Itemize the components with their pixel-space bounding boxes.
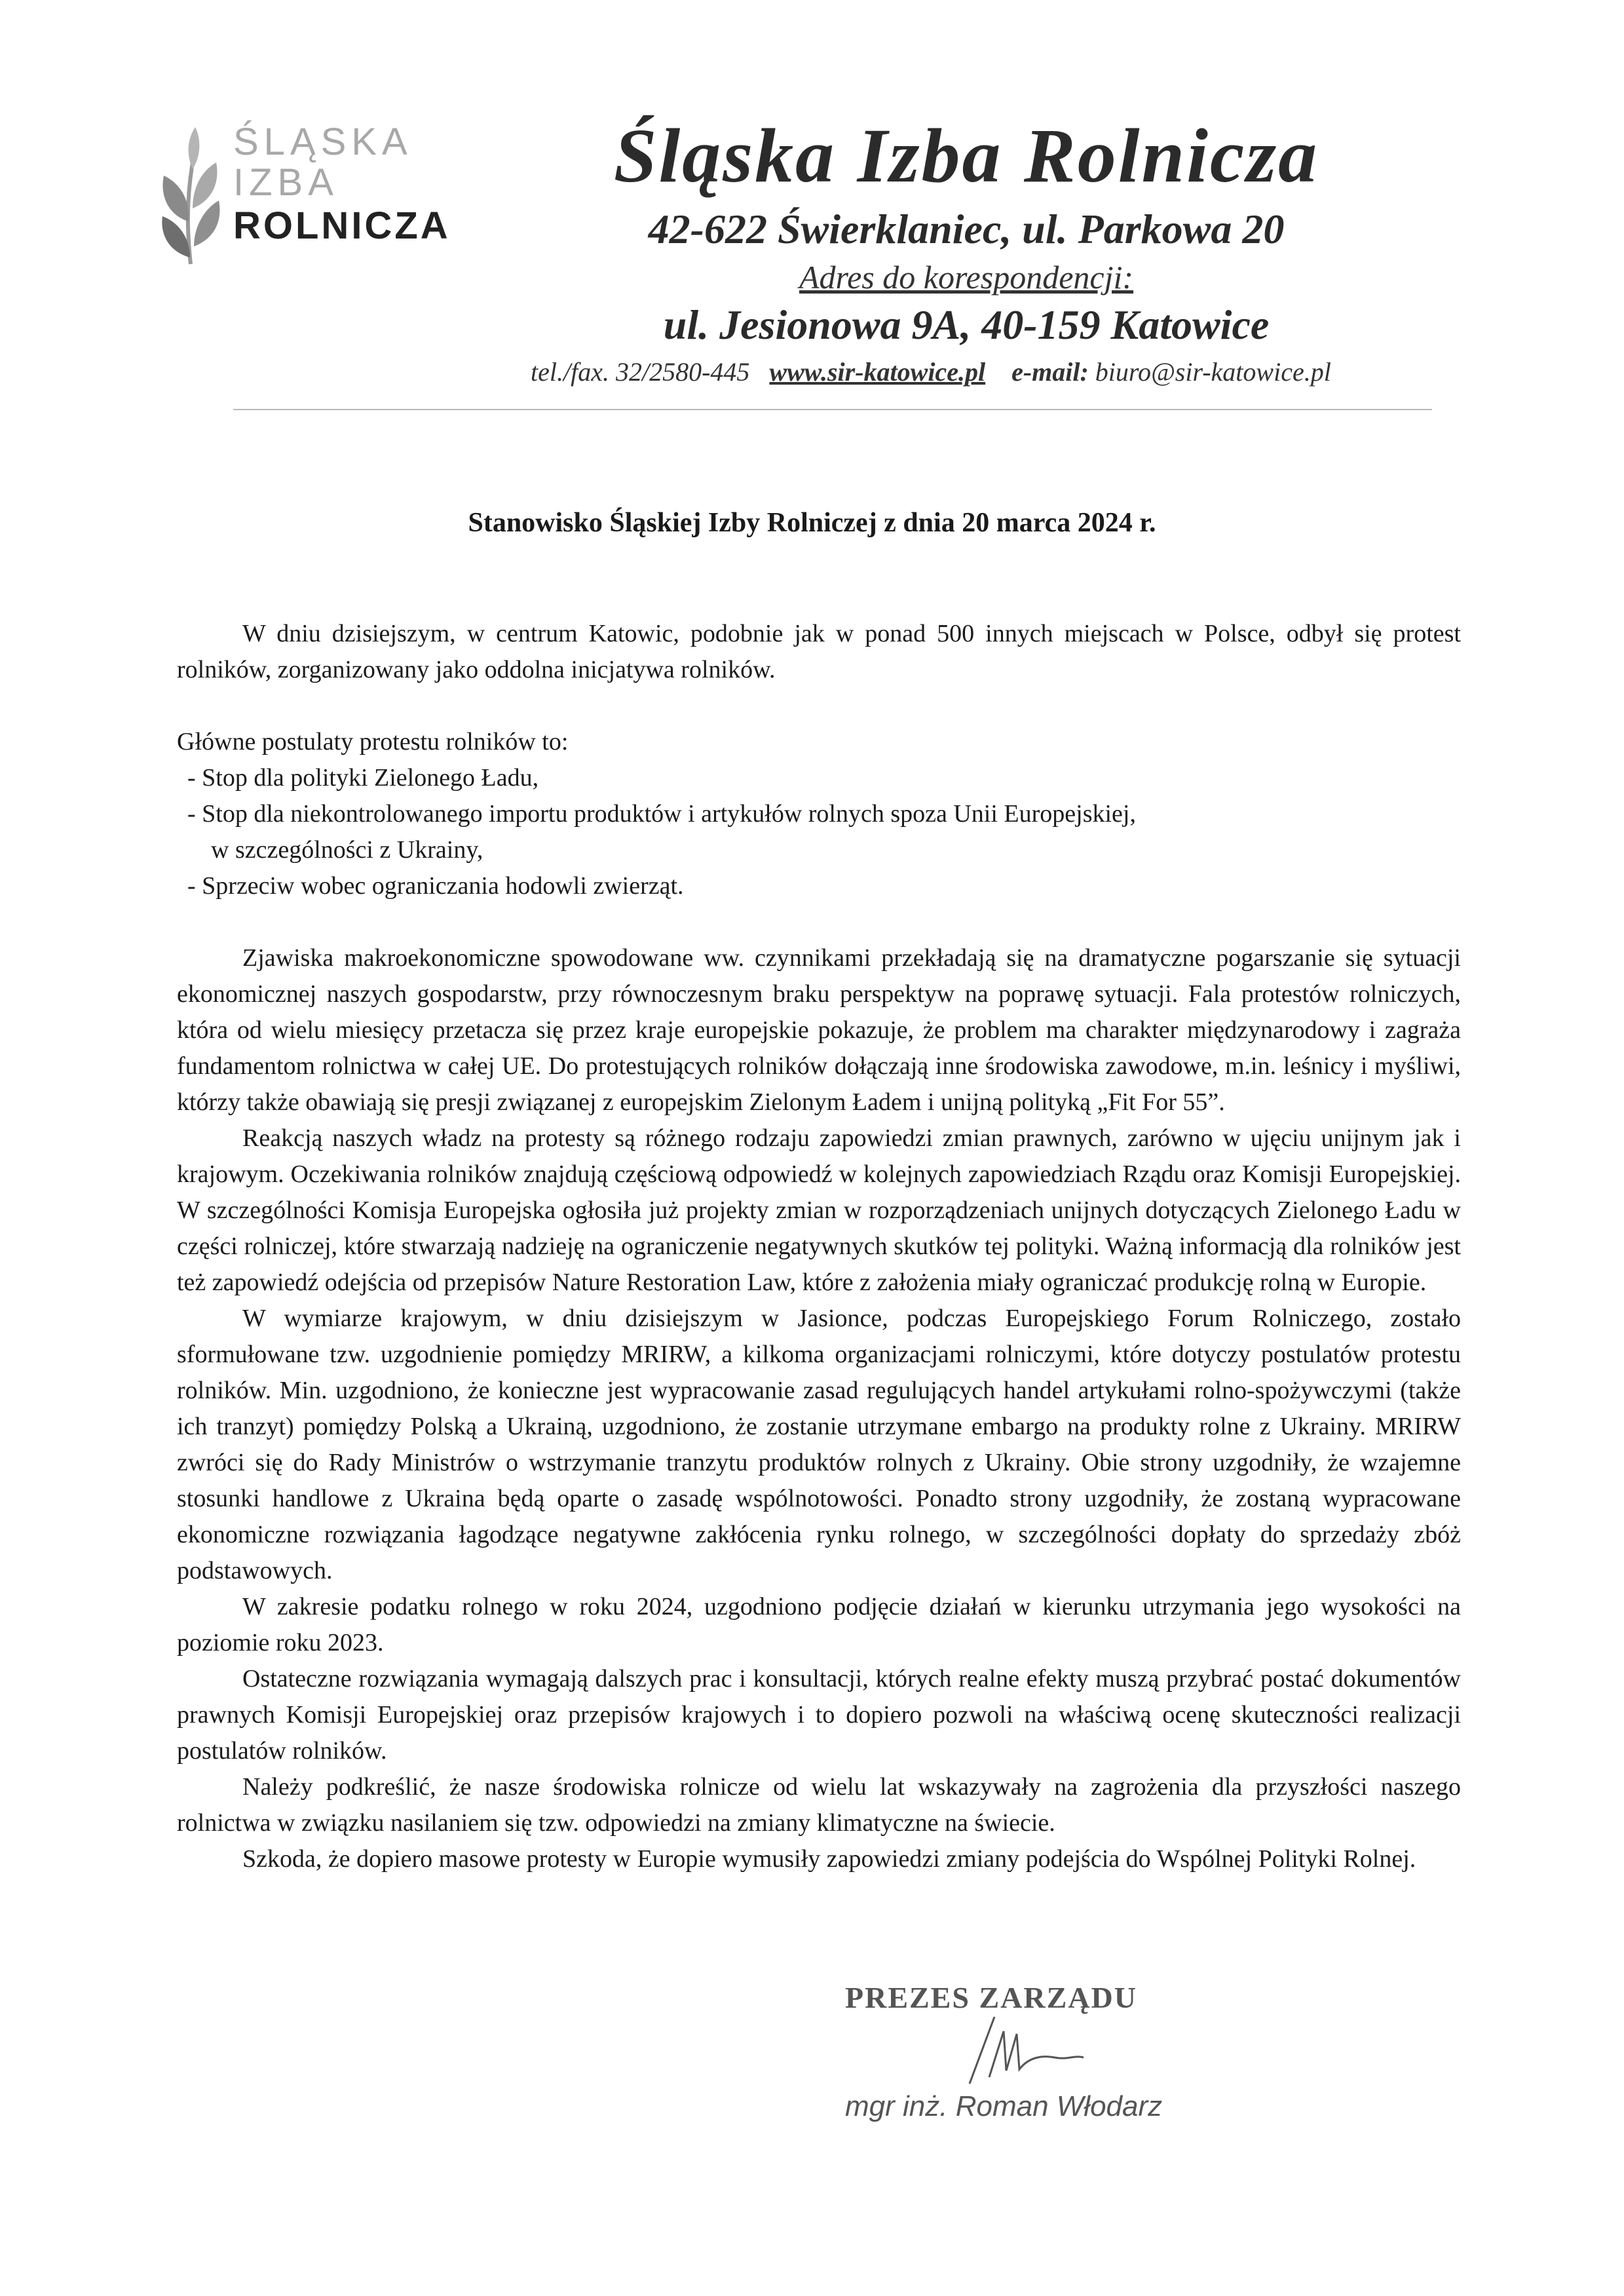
header-divider <box>233 409 1432 410</box>
paragraph-1: W dniu dzisiejszym, w centrum Katowic, podobnie jak w ponad 500 innych miejscach w Polsce, odbył się protest rolników, zorganizowany jako oddolna inicjatywa rolników. <box>177 620 1461 683</box>
organization-name: Śląska Izba Rolnicza <box>613 113 1319 199</box>
handwritten-signature <box>943 2012 1114 2090</box>
logo-text-line3: ROLNICZA <box>233 204 451 247</box>
email-label: e-mail: <box>1011 357 1089 387</box>
organization-logo <box>155 117 482 267</box>
phone-fax: tel./fax. 32/2580-445 <box>531 357 750 387</box>
correspondence-label: Adres do korespondencji: <box>799 259 1134 296</box>
paragraph-3: Reakcją naszych władz na protesty są różnego rodzaju zapowiedzi zmian prawnych, zarówno w ujęciu unijnym jak i krajowym. Oczekiwania rolników znajdują częściową odpowiedź w kolejnych zapowiedziach Rządu oraz Komisji Europejskiej. W szczególności Komisja Europejska ogłosiła już projekty zmian w rozporządzeniach unijnych dotyczących Zielonego Ładu w części rolniczej, które stwarzają nadzieję na ograniczenie negatywnych skutków tej polityki. Ważną informacją dla rolników jest też zapowiedź odejścia od przepisów Nature Restoration Law, które z założenia miały ograniczać produkcję rolną w Europie. <box>177 1124 1461 1296</box>
postulate-item: - Stop dla polityki Zielonego Ładu, <box>187 764 539 792</box>
logo-text-line1: ŚLĄSKA <box>233 121 413 163</box>
postulate-item: - Stop dla niekontrolowanego importu produktów i artykułów rolnych spoza Unii Europejskiej, <box>187 800 1136 828</box>
paragraph-7: Należy podkreślić, że nasze środowiska rolnicze od wielu lat wskazywały na zagrożenia dla przyszłości naszego rolnictwa w związku nasilaniem się tzw. odpowiedzi na zmiany klimatyczne na świecie. <box>177 1773 1461 1837</box>
signature-title: PREZES ZARZĄDU <box>845 1981 1137 2014</box>
paragraph-2: Zjawiska makroekonomiczne spowodowane ww. czynnikami przekładają się na dramatyczne pogarszanie się sytuacji ekonomicznej naszych gospodarstw, przy równoczesnym braku perspektyw na poprawę sytuacji. Fala protestów rolniczych, która od wielu miesięcy przetacza się przez kraje europejskie pokazuje, że problem ma charakter międzynarodowy i zagraża fundamentom rolnictwa w całej UE. Do protestujących rolników dołączają inne środowiska zawodowe, m.in. leśnicy i myśliwi, którzy także obawiają się presji związanej z europejskim Zielonym Ładem i unijną polityką „Fit For 55”. <box>177 944 1461 1116</box>
email-link[interactable]: biuro@sir-katowice.pl <box>1095 357 1331 387</box>
postulate-item-continuation: w szczególności z Ukrainy, <box>211 836 483 864</box>
paragraph-5: W zakresie podatku rolnego w roku 2024, uzgodniono podjęcie działań w kierunku utrzymania jego wysokości na poziomie roku 2023. <box>177 1593 1461 1656</box>
wheat-leaves-icon <box>155 123 227 267</box>
signatory-name: mgr inż. Roman Włodarz <box>845 2090 1163 2122</box>
website-link[interactable]: www.sir-katowice.pl <box>769 357 986 387</box>
letterhead <box>459 110 1474 353</box>
document-body <box>177 616 1461 1877</box>
postulates-intro: Główne postulaty protestu rolników to: <box>177 728 569 756</box>
paragraph-4: W wymiarze krajowym, w dniu dzisiejszym w Jasionce, podczas Europejskiego Forum Rolniczego, zostało sformułowane tzw. uzgodnienie pomiędzy MRIRW, a kilkoma organizacjami rolniczymi, które dotyczy postulatów protestu rolników. Min. uzgodniono, że konieczne jest wypracowanie zasad regulujących handel artykułami rolno-spożywczymi (także ich tranzyt) pomiędzy Polską a Ukrainą, uzgodniono, że zostanie utrzymane embargo na produkty rolne z Ukrainy. MRIRW zwróci się do Rady Ministrów o wstrzymanie tranzytu produktów rolnych z Ukrainy. Obie strony uzgodniły, że wzajemne stosunki handlowe z Ukraina będą oparte o zasadę wspólnotowości. Ponadto strony uzgodniły, że zostaną wypracowane ekonomiczne rozwiązania łagodzące negatywne zakłócenia rynku rolnego, w szczególności dopłaty do sprzedaży zbóż podstawowych. <box>177 1305 1461 1584</box>
contact-line <box>531 356 1487 387</box>
document-title: Stanowisko Śląskiej Izby Rolniczej z dnia 20 marca 2024 r. <box>468 508 1156 538</box>
organization-address: 42-622 Świerklaniec, ul. Parkowa 20 <box>648 206 1285 252</box>
logo-text-line2: IZBA <box>233 161 339 204</box>
postulate-item: - Sprzeciw wobec ograniczania hodowli zwierząt. <box>187 872 684 900</box>
paragraph-8: Szkoda, że dopiero masowe protesty w Europie wymusiły zapowiedzi zmiany podejścia do Wspólnej Polityki Rolnej. <box>242 1845 1416 1873</box>
correspondence-address: ul. Jesionowa 9A, 40-159 Katowice <box>663 301 1270 348</box>
paragraph-6: Ostateczne rozwiązania wymagają dalszych prac i konsultacji, których realne efekty muszą przybrać postać dokumentów prawnych Komisji Europejskiej oraz przepisów krajowych i to dopiero pozwoli na właściwą ocenę skuteczności realizacji postulatów rolników. <box>177 1665 1461 1765</box>
